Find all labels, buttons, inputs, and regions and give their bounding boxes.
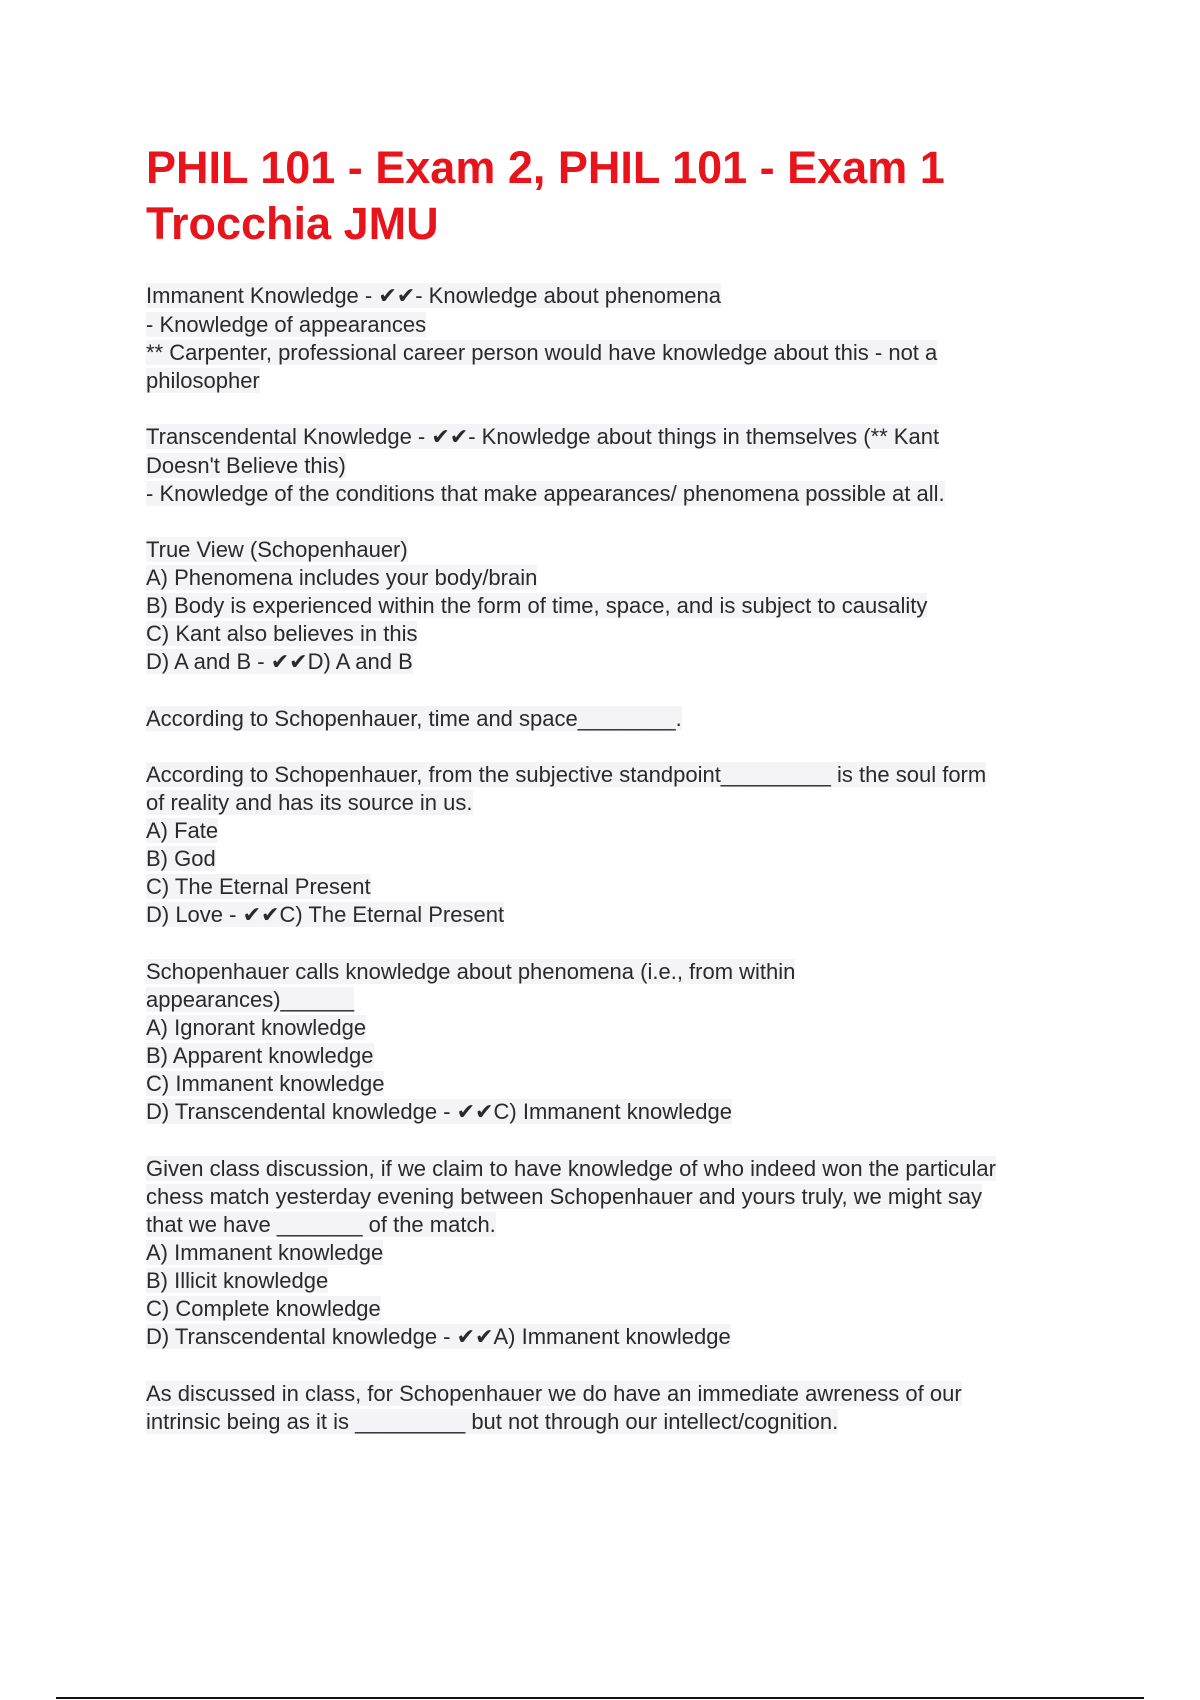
- flashcard: [146, 423, 1096, 508]
- line-prefix: - Knowledge of appearances: [146, 312, 427, 337]
- line-prefix: intrinsic being as it is _________ but not through our intellect/cognition.: [146, 1409, 839, 1434]
- line-prefix: According to Schopenhauer, from the subjective standpoint_________ is the soul form: [146, 762, 987, 787]
- line-prefix: ** Carpenter, professional career person would have knowledge about this - not a: [146, 340, 938, 365]
- card-line: [146, 817, 1096, 845]
- card-line: [146, 986, 1096, 1014]
- line-text: [146, 818, 218, 843]
- line-text: [146, 1240, 383, 1265]
- flashcard: [146, 705, 1096, 733]
- line-prefix: A) Fate: [146, 818, 219, 843]
- card-line: [146, 1155, 1096, 1183]
- card-line: [146, 958, 1096, 986]
- line-prefix: chess match yesterday evening between Schopenhauer and yours truly, we might say: [146, 1184, 983, 1209]
- line-prefix: B) Apparent knowledge: [146, 1043, 374, 1068]
- card-line: [146, 592, 1096, 620]
- line-text: [146, 621, 417, 646]
- card-line: [146, 1408, 1096, 1436]
- line-prefix: - Knowledge of the conditions that make appearances/ phenomena possible at all.: [146, 481, 945, 506]
- line-text: [146, 481, 945, 506]
- line-prefix: True View (Schopenhauer): [146, 537, 408, 562]
- card-line: [146, 536, 1096, 564]
- line-prefix: C) Immanent knowledge: [146, 1071, 385, 1096]
- line-prefix: C) The Eternal Present: [146, 874, 371, 899]
- page-title: [146, 140, 1096, 252]
- flashcard: [146, 1155, 1096, 1352]
- card-line: [146, 1014, 1096, 1042]
- title-line-2: Trocchia JMU: [146, 198, 439, 249]
- line-prefix: D) Love -: [146, 902, 243, 927]
- line-text: [146, 649, 413, 674]
- card-line: [146, 311, 1096, 339]
- line-text: [146, 1381, 962, 1406]
- line-prefix: As discussed in class, for Schopenhauer we do have an immediate awreness of our: [146, 1381, 962, 1406]
- line-text: [146, 340, 937, 365]
- line-prefix: B) Illicit knowledge: [146, 1268, 329, 1293]
- title-line-1: PHIL 101 - Exam 2, PHIL 101 - Exam 1: [146, 142, 945, 193]
- card-line: [146, 480, 1096, 508]
- line-prefix: A) Ignorant knowledge: [146, 1015, 367, 1040]
- line-prefix: D) A and B -: [146, 649, 271, 674]
- card-line: [146, 1070, 1096, 1098]
- flashcard: [146, 1380, 1096, 1436]
- footer-divider: [56, 1697, 1144, 1699]
- line-text: [146, 790, 473, 815]
- line-text: [146, 1324, 731, 1349]
- line-answer: A) Immanent knowledge: [493, 1324, 731, 1349]
- line-text: [146, 874, 371, 899]
- card-line: [146, 1295, 1096, 1323]
- card-line: [146, 620, 1096, 648]
- line-text: [146, 537, 408, 562]
- line-prefix: that we have _______ of the match.: [146, 1212, 496, 1237]
- card-line: [146, 339, 1096, 367]
- card-line: [146, 452, 1096, 480]
- line-text: [146, 1015, 366, 1040]
- double-check-icon: ✔✔: [270, 650, 308, 675]
- card-line: [146, 901, 1096, 930]
- line-text: [146, 959, 795, 984]
- line-answer: C) The Eternal Present: [279, 902, 505, 927]
- card-line: [146, 1267, 1096, 1295]
- card-line: [146, 282, 1096, 311]
- card-line: [146, 845, 1096, 873]
- line-text: [146, 593, 927, 618]
- line-prefix: Doesn't Believe this): [146, 453, 346, 478]
- line-text: [146, 312, 426, 337]
- card-line: [146, 761, 1096, 789]
- line-answer: - Knowledge about things in themselves (** Kant: [468, 424, 940, 449]
- card-line: [146, 367, 1096, 395]
- double-check-icon: ✔✔: [456, 1325, 494, 1350]
- line-prefix: According to Schopenhauer, time and space________.: [146, 706, 682, 731]
- line-prefix: D) Transcendental knowledge -: [146, 1324, 457, 1349]
- flashcard: [146, 536, 1096, 677]
- line-prefix: C) Complete knowledge: [146, 1296, 381, 1321]
- line-text: [146, 762, 986, 787]
- flashcard: [146, 761, 1096, 930]
- double-check-icon: ✔✔: [431, 425, 469, 450]
- card-line: [146, 1042, 1096, 1070]
- card-line: [146, 648, 1096, 677]
- card-line: [146, 1323, 1096, 1352]
- flashcard: [146, 958, 1096, 1127]
- line-prefix: C) Kant also believes in this: [146, 621, 418, 646]
- line-prefix: philosopher: [146, 368, 260, 393]
- card-line: [146, 705, 1096, 733]
- line-prefix: A) Immanent knowledge: [146, 1240, 384, 1265]
- line-prefix: A) Phenomena includes your body/brain: [146, 565, 538, 590]
- line-text: [146, 453, 346, 478]
- line-text: [146, 1409, 838, 1434]
- line-text: [146, 987, 354, 1012]
- double-check-icon: ✔✔: [242, 903, 280, 928]
- document-page: [146, 140, 1096, 1464]
- line-text: [146, 283, 721, 308]
- line-prefix: Schopenhauer calls knowledge about phenomena (i.e., from within: [146, 959, 796, 984]
- line-text: [146, 1043, 374, 1068]
- line-prefix: D) Transcendental knowledge -: [146, 1099, 457, 1124]
- line-prefix: Given class discussion, if we claim to have knowledge of who indeed won the particular: [146, 1156, 996, 1181]
- card-line: [146, 564, 1096, 592]
- line-text: [146, 424, 939, 449]
- line-text: [146, 368, 260, 393]
- line-text: [146, 1156, 996, 1181]
- line-text: [146, 1184, 982, 1209]
- double-check-icon: ✔✔: [456, 1100, 494, 1125]
- flashcard: [146, 282, 1096, 395]
- line-prefix: Transcendental Knowledge -: [146, 424, 432, 449]
- flashcard-list: [146, 282, 1096, 1436]
- line-text: [146, 846, 216, 871]
- line-text: [146, 1296, 381, 1321]
- line-prefix: B) Body is experienced within the form of time, space, and is subject to causality: [146, 593, 928, 618]
- line-prefix: appearances)______: [146, 987, 354, 1012]
- double-check-icon: ✔✔: [378, 284, 416, 309]
- card-line: [146, 1239, 1096, 1267]
- line-prefix: Immanent Knowledge -: [146, 283, 379, 308]
- card-line: [146, 1211, 1096, 1239]
- line-answer: C) Immanent knowledge: [493, 1099, 732, 1124]
- line-text: [146, 1268, 328, 1293]
- card-line: [146, 1380, 1096, 1408]
- card-line: [146, 873, 1096, 901]
- line-text: [146, 706, 682, 731]
- line-prefix: B) God: [146, 846, 216, 871]
- line-answer: - Knowledge about phenomena: [415, 283, 722, 308]
- line-text: [146, 1212, 496, 1237]
- line-text: [146, 1099, 732, 1124]
- line-answer: D) A and B: [307, 649, 413, 674]
- card-line: [146, 789, 1096, 817]
- line-text: [146, 565, 537, 590]
- line-text: [146, 1071, 384, 1096]
- line-prefix: of reality and has its source in us.: [146, 790, 473, 815]
- line-text: [146, 902, 504, 927]
- card-line: [146, 1183, 1096, 1211]
- card-line: [146, 1098, 1096, 1127]
- card-line: [146, 423, 1096, 452]
